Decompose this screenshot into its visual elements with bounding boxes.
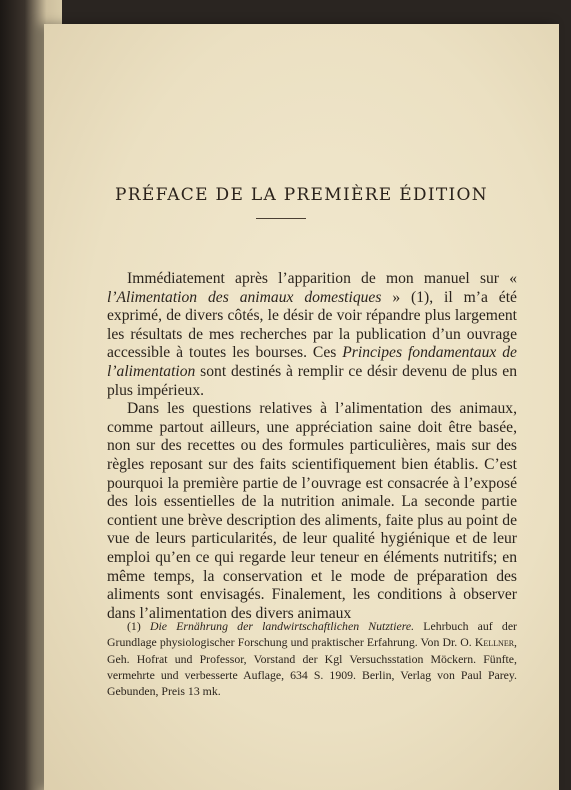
footnote-text-b: , Geh. Hofrat und Professor, Vorstand der Kgl Versuchsstation Möckern. Fünfte, vermehrte und verbesserte Auflage, 634 S. 1909. Berlin, Verlag von Paul Parey. Gebunden, Preis 13 mk. xyxy=(107,635,517,699)
p1-work-title: Principes fondamentaux de l’alimentation xyxy=(107,344,517,380)
paragraph-1 xyxy=(107,270,517,400)
footnote-author: Kellner xyxy=(474,635,515,650)
p1-text-c: sont destinés à remplir ce désir devenu de plus en plus impérieux. xyxy=(107,362,517,399)
p1-text-a: Immédiatement après l’apparition de mon manuel sur « xyxy=(127,270,517,287)
body-text xyxy=(107,270,517,623)
footnote-text xyxy=(107,618,517,699)
footnote-book-title: Die Ernährung der landwirtschaftlichen Nutztiere. xyxy=(149,619,415,633)
title-divider xyxy=(256,218,306,219)
footnote-text-a: Lehrbuch auf der Grundlage physiologischer Forschung und praktischer Erfahrung. Von Dr. O. xyxy=(107,619,517,650)
footnote xyxy=(107,618,517,699)
footnote-marker: (1) xyxy=(127,619,150,633)
book-page xyxy=(44,24,559,790)
p1-text-b: » (1), il m’a été exprimé, de divers côtés, le désir de voir répandre plus largement les résultats de mes recherches par la publication d’un ouvrage accessible à toutes les bourses. Ces xyxy=(107,288,517,362)
page-title: PRÉFACE DE LA PREMIÈRE ÉDITION xyxy=(115,185,488,206)
paragraph-2: Dans les questions relatives à l’alimentation des animaux, comme partout ailleurs, une appréciation saine doit être basée, non sur des recettes ou des formules particulières, mais sur des règles reposant sur des faits scientifiquement bien établis. C’est pourquoi la première partie de l’ouvrage est consacrée à l’exposé des lois essentielles de la nutrition animale. La seconde partie contient une brève description des aliments, faite plus au point de vue de leurs particularités, de leur qualité hygiénique et de leur emploi qu’en ce qui regarde leur teneur en éléments nutritifs; en même temps, la conservation et le mode de préparation des aliments sont envisagés. Finalement, les conditions à observer dans l’alimentation des divers animaux xyxy=(107,400,517,622)
p1-book-title: l’Alimentation des animaux domestiques xyxy=(107,288,382,306)
